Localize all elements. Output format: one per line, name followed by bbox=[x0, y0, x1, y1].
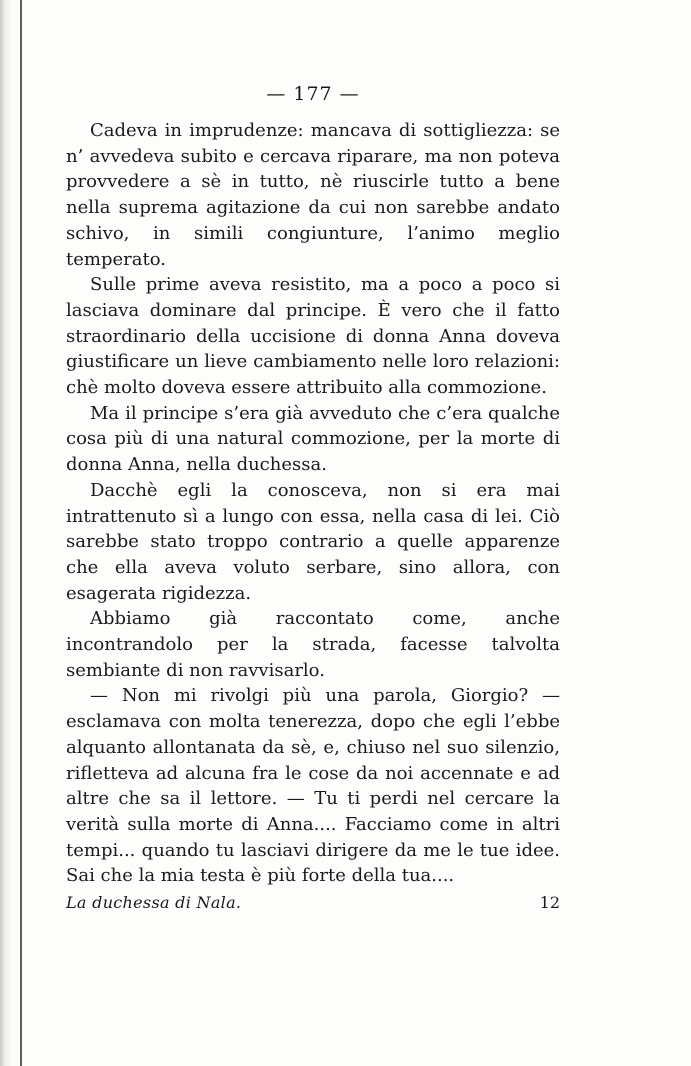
page-number: — 177 — bbox=[266, 83, 360, 105]
binding-edge bbox=[20, 0, 22, 1066]
book-page bbox=[66, 82, 560, 919]
signature-number: 12 bbox=[539, 893, 560, 913]
paragraph: Dacchè egli la conosceva, non si era mai intrattenuto sì a lungo con essa, nella casa di lei. Ciò sarebbe stato troppo contrario a quelle apparenze che ella aveva voluto serbare, sino allora, con esagerata rigidezza. bbox=[66, 479, 560, 604]
paragraph: — Non mi rivolgi più una parola, Giorgio? — esclamava con molta tenerezza, dopo che egli l’ebbe alquanto allontanata da sè, e, chiuso nel suo silenzio, rifletteva ad alcuna fra le cose da noi accennate e ad altre che sa il lettore. — Tu ti perdi nel cercare la verità sulla morte di Anna.... Facciamo come in altri tempi... quando tu lasciavi dirigere da me le tue idee. Sai che la mia testa è più forte della tua.... bbox=[66, 685, 560, 887]
paragraph: Sulle prime aveva resistito, ma a poco a poco si lasciava dominare dal principe. È vero che il fatto straordinario della uccisione di donna Anna doveva giustificare un lieve cambiamento nelle loro relazioni: chè molto doveva essere attribuito alla commozione. bbox=[66, 274, 560, 399]
signature-title: La duchessa di Nala. bbox=[66, 893, 242, 913]
paragraph: Cadeva in imprudenze: mancava di sottigliezza: se n’ avvedeva subito e cercava riparare, ma non poteva provvedere a sè in tutto, nè riuscirle tutto a bene nella suprema agitazione da cui non sarebbe andato schivo, in simili congiunture, l’animo meglio temperato. bbox=[66, 120, 560, 270]
paragraph: Ma il principe s’era già avveduto che c’era qualche cosa più di una natural commozione, per la morte di donna Anna, nella duchessa. bbox=[66, 402, 560, 476]
page-body bbox=[66, 118, 560, 889]
page-gutter-shadow bbox=[0, 0, 30, 1066]
page-footer bbox=[66, 893, 560, 919]
paragraph: Abbiamo già raccontato come, anche incontrandolo per la strada, facesse talvolta sembiante di non ravvisarlo. bbox=[66, 608, 560, 681]
